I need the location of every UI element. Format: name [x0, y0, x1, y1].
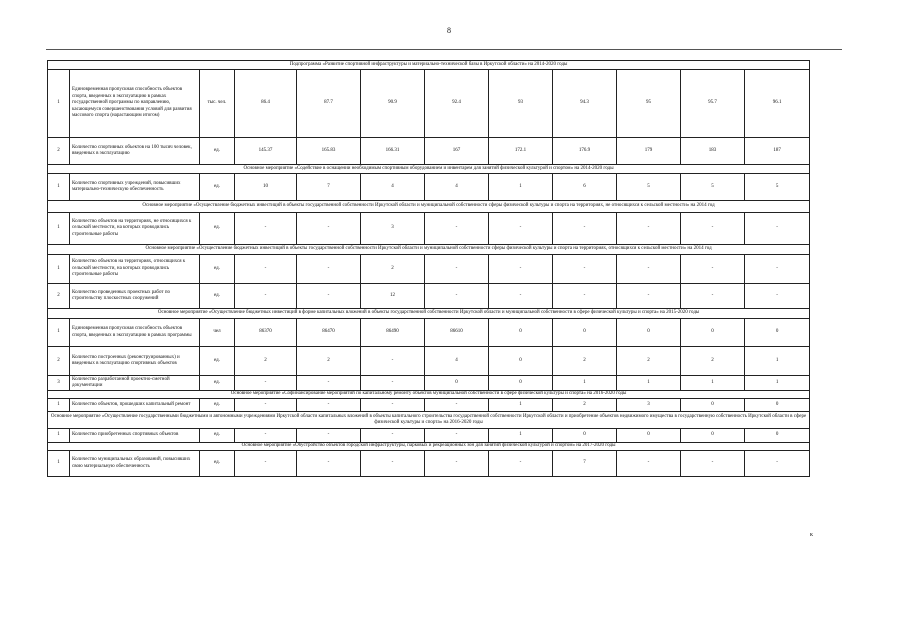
row-number: 2: [48, 347, 70, 376]
value-cell: -: [425, 429, 489, 443]
value-cell: 179: [617, 138, 681, 165]
value-cell: -: [617, 284, 681, 309]
unit-cell: ед.: [200, 376, 235, 391]
value-cell: 86610: [425, 319, 489, 347]
value-cell: -: [745, 284, 810, 309]
section-title: Основное мероприятие «Осуществление бюджетных инвестиций в объекты государственной собственности Иркутской области и муниципальной собственности сферы физической культуры и спорта на территориях, относящихся к сельской местности» на 2014 год: [48, 245, 810, 255]
indicator-name: Количество объектов, прошедших капитальный ремонт: [70, 399, 200, 412]
value-cell: 93: [489, 70, 553, 138]
value-cell: 2: [553, 347, 617, 376]
table-row: [48, 319, 810, 347]
indicator-name: Количество объектов на территориях, относящихся к сельской местности, на которых проводились строительные работы: [70, 255, 200, 284]
value-cell: 1: [745, 347, 810, 376]
value-cell: 183: [681, 138, 745, 165]
stray-mark: к: [810, 532, 813, 538]
section-title-row: [48, 443, 810, 451]
value-cell: 2: [235, 347, 297, 376]
value-cell: 0: [489, 376, 553, 391]
section-title-row: [48, 309, 810, 319]
indicator-name: Количество спортивных учреждений, повысивших материально-техническую обеспеченность: [70, 174, 200, 201]
indicator-name: Количество муниципальных образований, повысивших свою материальную обеспеченность: [70, 451, 200, 477]
row-number: 2: [48, 284, 70, 309]
indicator-name: Количество приобретенных спортивных объектов: [70, 429, 200, 443]
row-number: 3: [48, 376, 70, 391]
value-cell: -: [235, 429, 297, 443]
value-cell: 7: [297, 174, 361, 201]
indicator-name: Количество проведенных проектных работ по строительству плоскостных сооружений: [70, 284, 200, 309]
value-cell: 0: [681, 399, 745, 412]
value-cell: 1: [553, 376, 617, 391]
indicator-name: Количество спортивных объектов на 100 тысяч человек, введенных в эксплуатацию: [70, 138, 200, 165]
value-cell: 1: [681, 376, 745, 391]
value-cell: 2: [617, 347, 681, 376]
value-cell: 12: [361, 284, 425, 309]
row-number: 1: [48, 213, 70, 245]
value-cell: -: [235, 255, 297, 284]
value-cell: 0: [553, 319, 617, 347]
value-cell: -: [617, 255, 681, 284]
section-title: Основное мероприятие «Софинансирование мероприятий по капитальному ремонту объектов муниципальной собственности в сфере физической культуры и спорта» на 2016-2020 годы: [48, 391, 810, 399]
value-cell: -: [553, 284, 617, 309]
value-cell: 2: [553, 399, 617, 412]
value-cell: -: [489, 451, 553, 477]
value-cell: 4: [425, 174, 489, 201]
table-row: [48, 347, 810, 376]
value-cell: 0: [681, 319, 745, 347]
value-cell: -: [361, 347, 425, 376]
section-title: Подпрограмма «Развитие спортивной инфраструктуры и материально-технической базы в Иркутской области» на 2014-2020 годы: [48, 61, 810, 70]
value-cell: -: [425, 451, 489, 477]
indicator-name: Единовременная пропускная способность объектов спорта, введенных в эксплуатацию в рамках государственной программы по направлению, касающемуся совершенствования условий для развития массового спорта (нарастающим итогом): [70, 70, 200, 138]
value-cell: 1: [489, 174, 553, 201]
value-cell: 1: [745, 376, 810, 391]
indicator-name: Количество построенных (реконструированных) и введенных в эксплуатацию спортивных объектов: [70, 347, 200, 376]
table-row: [48, 451, 810, 477]
value-cell: -: [681, 255, 745, 284]
value-cell: -: [745, 451, 810, 477]
value-cell: -: [297, 376, 361, 391]
table-row: [48, 174, 810, 201]
value-cell: -: [361, 429, 425, 443]
section-title: Основное мероприятие «Содействие в оснащении необходимым спортивным оборудованием и инвентарем для занятий физической культурой и спортом» на 2014-2020 годы: [48, 165, 810, 174]
value-cell: -: [297, 451, 361, 477]
value-cell: -: [235, 284, 297, 309]
value-cell: 86.4: [235, 70, 297, 138]
value-cell: 95: [617, 70, 681, 138]
section-title: Основное мероприятие «Осуществление государственными бюджетными и автономными учреждениями Иркутской области капитальных вложений в объекты капитального строительства государственной собственности Иркутской области и приобретение объектов недвижимого имущества в государственную собственность Иркутской области в сфере физической культуры и спорта» на 2016-2020 годы: [48, 412, 810, 429]
value-cell: 92.4: [425, 70, 489, 138]
value-cell: 1: [489, 429, 553, 443]
indicators-table: [47, 60, 810, 477]
indicator-name: Количество разработанной проектно-сметной документации: [70, 376, 200, 391]
value-cell: 90.9: [361, 70, 425, 138]
row-number: 1: [48, 255, 70, 284]
value-cell: 86370: [235, 319, 297, 347]
value-cell: -: [297, 429, 361, 443]
section-title-row: [48, 245, 810, 255]
value-cell: -: [681, 213, 745, 245]
value-cell: 167: [425, 138, 489, 165]
value-cell: -: [235, 399, 297, 412]
top-rule: [46, 49, 842, 50]
value-cell: 95.7: [681, 70, 745, 138]
table-row: [48, 399, 810, 412]
value-cell: -: [297, 284, 361, 309]
value-cell: 0: [745, 399, 810, 412]
section-title: Основное мероприятие «Осуществление бюджетных инвестиций в форме капитальных вложений в объекты государственной собственности Иркутской области и муниципальной собственности в сфере физической культуры и спорта» на 2015-2020 годы: [48, 309, 810, 319]
value-cell: -: [235, 213, 297, 245]
value-cell: -: [553, 213, 617, 245]
table-row: [48, 138, 810, 165]
row-number: 1: [48, 319, 70, 347]
section-title-row: [48, 412, 810, 429]
unit-cell: ед.: [200, 174, 235, 201]
value-cell: -: [361, 399, 425, 412]
value-cell: 2: [361, 255, 425, 284]
value-cell: 94.3: [553, 70, 617, 138]
value-cell: -: [235, 451, 297, 477]
value-cell: -: [489, 213, 553, 245]
value-cell: 2: [297, 347, 361, 376]
table-row: [48, 255, 810, 284]
value-cell: 1: [489, 399, 553, 412]
value-cell: 145.37: [235, 138, 297, 165]
table-row: [48, 429, 810, 443]
value-cell: -: [681, 451, 745, 477]
row-number: 2: [48, 138, 70, 165]
value-cell: 4: [425, 347, 489, 376]
row-number: 1: [48, 429, 70, 443]
value-cell: -: [489, 255, 553, 284]
value-cell: 187: [745, 138, 810, 165]
value-cell: 5: [617, 174, 681, 201]
value-cell: -: [745, 213, 810, 245]
value-cell: -: [425, 255, 489, 284]
value-cell: -: [235, 376, 297, 391]
row-number: 1: [48, 174, 70, 201]
page-number: 8: [447, 26, 451, 35]
value-cell: 6: [553, 174, 617, 201]
section-title-row: [48, 61, 810, 70]
value-cell: 3: [361, 213, 425, 245]
section-title-row: [48, 201, 810, 213]
row-number: 1: [48, 399, 70, 412]
value-cell: -: [681, 284, 745, 309]
value-cell: 4: [361, 174, 425, 201]
value-cell: 7: [553, 451, 617, 477]
section-title: Основное мероприятие «Осуществление бюджетных инвестиций в объекты государственной собственности Иркутской области и муниципальной собственности сферы физической культуры и спорта на территориях, не относящихся к сельской местности» на 2014 год: [48, 201, 810, 213]
value-cell: 87.7: [297, 70, 361, 138]
table-row: [48, 70, 810, 138]
section-title: Основное мероприятие «Обустройство объектов городской инфраструктуры, парковых и рекреационных зон для занятий физической культурой и спортом» на 2017-2020 годы: [48, 443, 810, 451]
unit-cell: ед.: [200, 255, 235, 284]
row-number: 1: [48, 451, 70, 477]
value-cell: -: [745, 255, 810, 284]
unit-cell: ед.: [200, 399, 235, 412]
value-cell: 172.1: [489, 138, 553, 165]
value-cell: -: [617, 451, 681, 477]
value-cell: -: [297, 255, 361, 284]
table-row: [48, 284, 810, 309]
value-cell: 86470: [297, 319, 361, 347]
value-cell: -: [297, 399, 361, 412]
value-cell: 10: [235, 174, 297, 201]
value-cell: 3: [617, 399, 681, 412]
value-cell: 176.9: [553, 138, 617, 165]
value-cell: 165.83: [297, 138, 361, 165]
value-cell: -: [361, 451, 425, 477]
unit-cell: ед.: [200, 451, 235, 477]
value-cell: 0: [489, 347, 553, 376]
value-cell: -: [489, 284, 553, 309]
unit-cell: ед.: [200, 213, 235, 245]
value-cell: 5: [745, 174, 810, 201]
unit-cell: ед.: [200, 347, 235, 376]
unit-cell: ед.: [200, 284, 235, 309]
value-cell: -: [425, 284, 489, 309]
value-cell: -: [425, 399, 489, 412]
value-cell: -: [617, 213, 681, 245]
unit-cell: тыс. чел.: [200, 70, 235, 138]
table-row: [48, 213, 810, 245]
value-cell: -: [297, 213, 361, 245]
value-cell: 0: [489, 319, 553, 347]
section-title-row: [48, 165, 810, 174]
value-cell: 166.31: [361, 138, 425, 165]
value-cell: 0: [681, 429, 745, 443]
indicator-name: Единовременная пропускная способность объектов спорта, введенных в эксплуатацию в рамках программы: [70, 319, 200, 347]
value-cell: 2: [681, 347, 745, 376]
value-cell: 5: [681, 174, 745, 201]
value-cell: 0: [425, 376, 489, 391]
section-title-row: [48, 391, 810, 399]
unit-cell: ед.: [200, 429, 235, 443]
value-cell: -: [425, 213, 489, 245]
value-cell: 0: [745, 319, 810, 347]
value-cell: 0: [617, 429, 681, 443]
indicator-name: Количество объектов на территориях, не относящихся к сельской местности, на которых проводились строительные работы: [70, 213, 200, 245]
value-cell: 86490: [361, 319, 425, 347]
table-row: [48, 376, 810, 391]
unit-cell: чел: [200, 319, 235, 347]
value-cell: -: [553, 255, 617, 284]
value-cell: -: [361, 376, 425, 391]
value-cell: 0: [617, 319, 681, 347]
row-number: 1: [48, 70, 70, 138]
value-cell: 1: [617, 376, 681, 391]
value-cell: 0: [745, 429, 810, 443]
value-cell: 96.1: [745, 70, 810, 138]
unit-cell: ед.: [200, 138, 235, 165]
value-cell: 0: [553, 429, 617, 443]
